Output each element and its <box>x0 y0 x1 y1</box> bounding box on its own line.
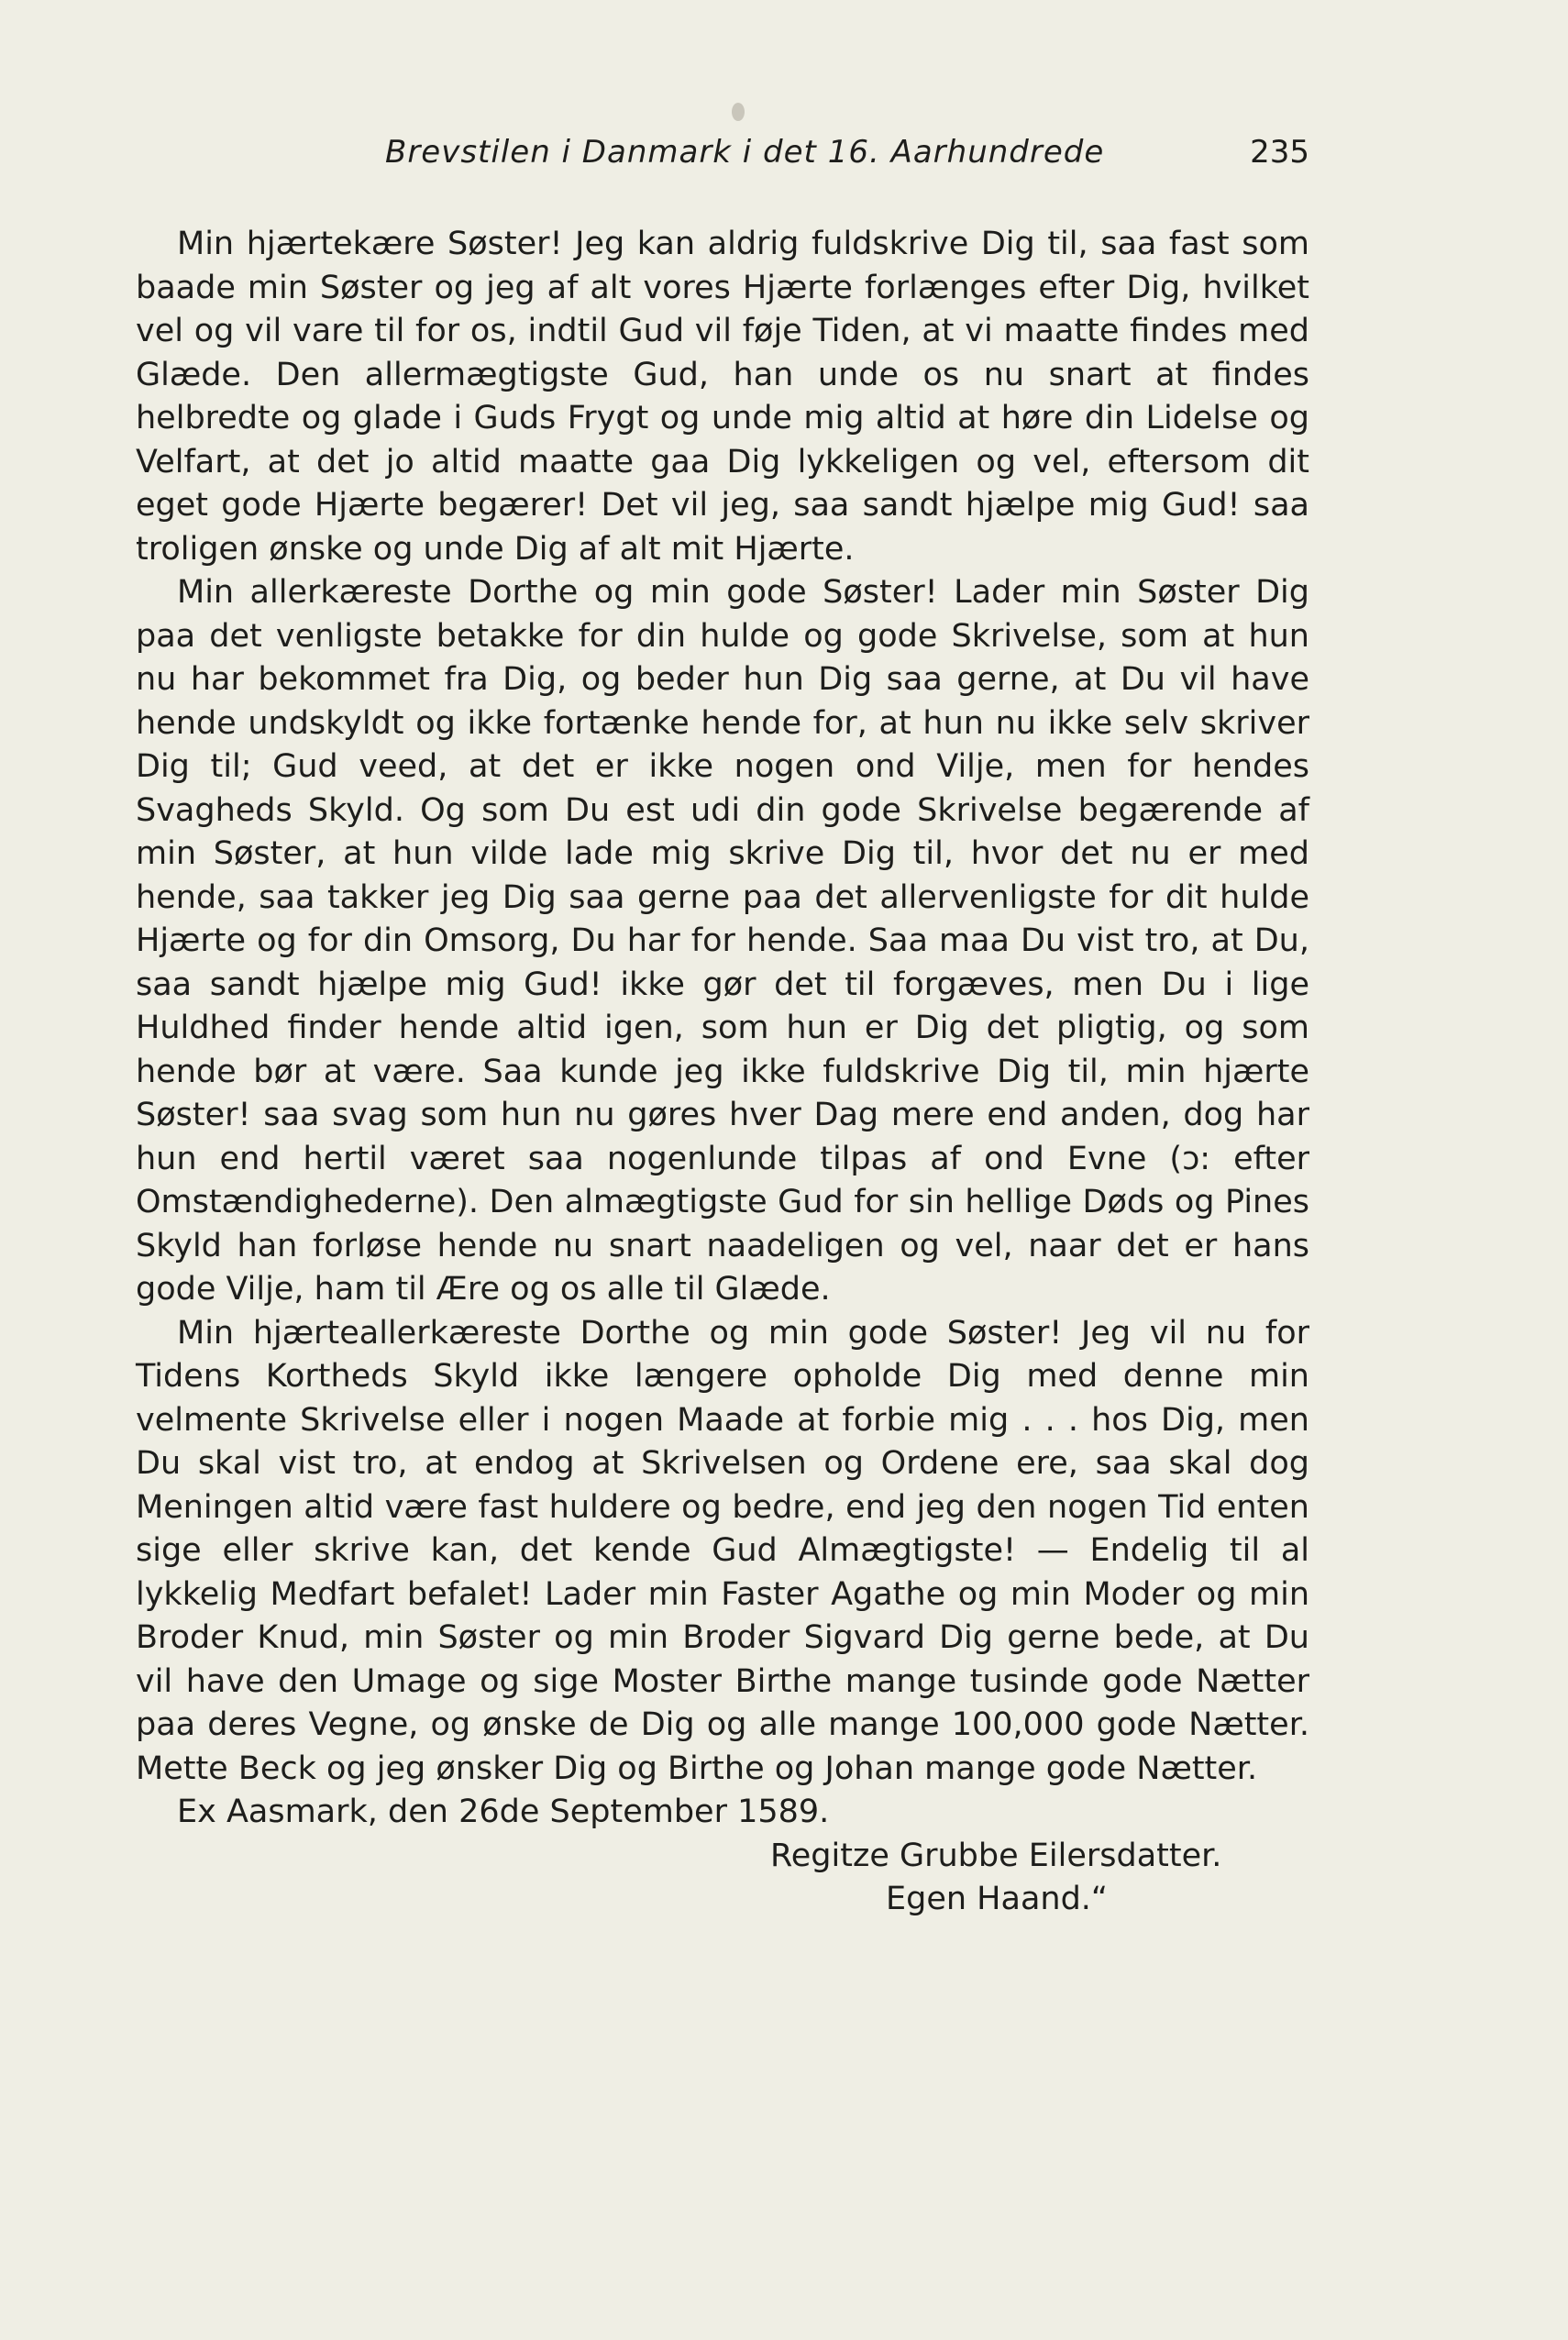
date-line: Ex Aasmark, den 26de September 1589. <box>177 1794 830 1830</box>
letter-body <box>136 223 1309 1922</box>
page-number: 235 <box>1250 134 1309 171</box>
paragraph-3: Min hjærteallerkæreste Dorthe og min gode Søster! Jeg vil nu for Tidens Kortheds Skyld ikke længere opholde Dig med denne min velmente Skrivelse eller i nogen Maade at forbie mig . . . hos Dig, men Du skal vist tro, at endog at Skrivelsen og Ordene ere, saa skal dog Meningen altid være fast huldere og bedre, end jeg den nogen Tid enten sige eller skrive kan, det kende Gud Almægtigste! — Endelig til al lykkelig Medfart befalet! Lader min Faster Agathe og min Moder og min Broder Knud, min Søster og min Broder Sigvard Dig gerne bede, at Du vil have den Umage og sige Moster Birthe mange tusinde gode Nætter paa deres Vegne, og ønske de Dig og alle mange 100,000 gode Nætter. Mette Beck og jeg ønsker Dig og Birthe og Johan mange gode Nætter. <box>136 1314 1309 1787</box>
signature: Regitze Grubbe Eilersdatter. <box>770 1837 1222 1874</box>
running-head: Brevstilen i Danmark i det 16. Aarhundrede <box>385 134 1105 171</box>
paragraph-1: Min hjærtekære Søster! Jeg kan aldrig fuldskrive Dig til, saa fast som baade min Søster og jeg af alt vores Hjærte forlænges efter Dig, hvilket vel og vil vare til for os, indtil Gud vil føje Tiden, at vi maatte findes med Glæde. Den allermægtigste Gud, han unde os nu snart at findes helbredte og glade i Guds Frygt og unde mig altid at høre din Lidelse og Velfart, at det jo altid maatte gaa Dig lykkeligen og vel, eftersom dit eget gode Hjærte begærer! Det vil jeg, saa sandt hjælpe mig Gud! saa troligen ønske og unde Dig af alt mit Hjærte. <box>136 226 1309 568</box>
ink-smudge <box>732 103 745 121</box>
signature-note: Egen Haand.“ <box>886 1881 1109 1917</box>
paragraph-2: Min allerkæreste Dorthe og min gode Søster! Lader min Søster Dig paa det venligste betakke for din hulde og gode Skrivelse, som at hun nu har bekommet fra Dig, og beder hun Dig saa gerne, at Du vil have hende undskyldt og ikke fortænke hende for, at hun nu ikke selv skriver Dig til; Gud veed, at det er ikke nogen ond Vilje, men for hendes Svagheds Skyld. Og som Du est udi din gode Skrivelse begærende af min Søster, at hun vilde lade mig skrive Dig til, hvor det nu er med hende, saa takker jeg Dig saa gerne paa det allervenligste for dit hulde Hjærte og for din Omsorg, Du har for hende. Saa maa Du vist tro, at Du, saa sandt hjælpe mig Gud! ikke gør det til forgæves, men Du i lige Huldhed finder hende altid igen, som hun er Dig det pligtig, og som hende bør at være. Saa kunde jeg ikke fuldskrive Dig til, min hjærte Søster! saa svag som hun nu gøres hver Dag mere end anden, dog har hun end hertil været saa nogenlunde tilpas af ond Evne (ɔ: efter Omstændighederne). Den almægtigste Gud for sin hellige Døds og Pines Skyld han forløse hende nu snart naadeligen og vel, naar det er hans gode Vilje, ham til Ære og os alle til Glæde. <box>136 574 1309 1308</box>
page-header <box>136 134 1309 180</box>
